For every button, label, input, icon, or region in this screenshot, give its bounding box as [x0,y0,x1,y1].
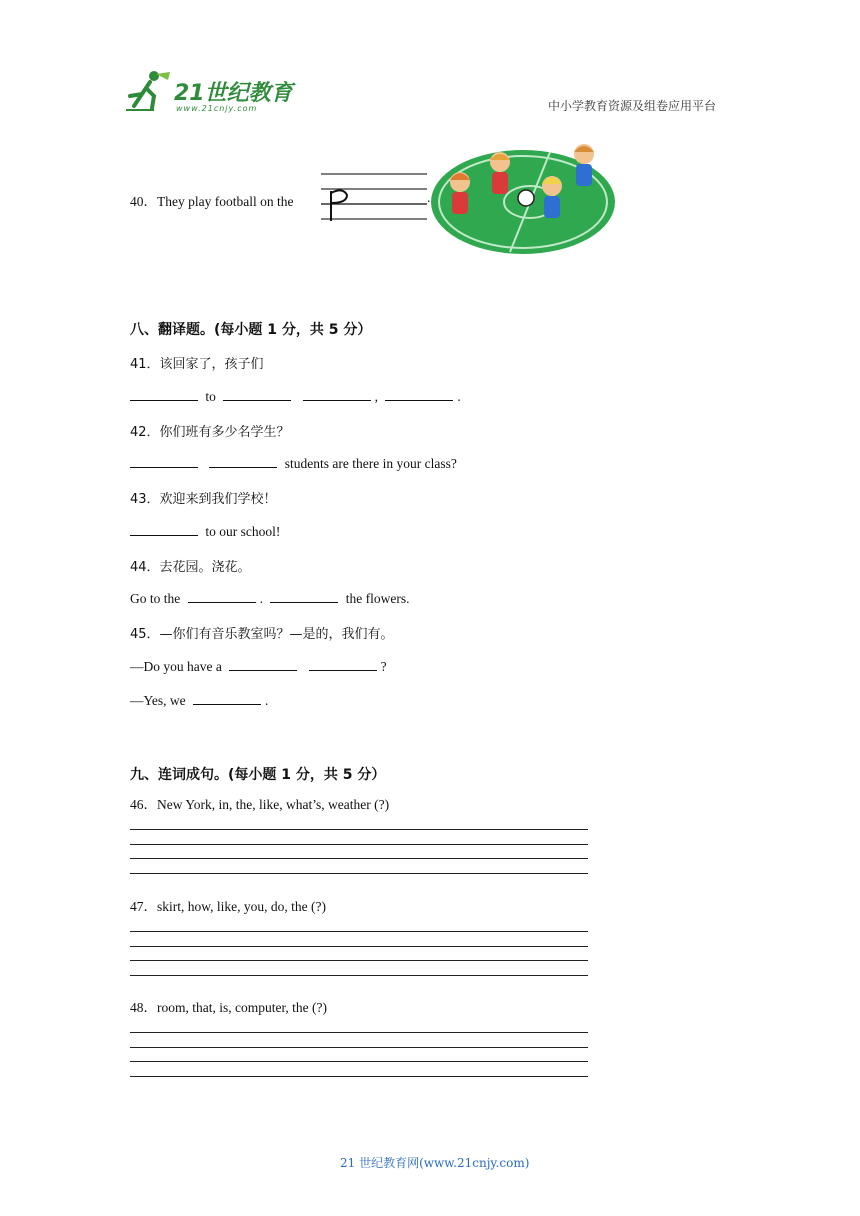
football-illustration [430,140,616,256]
q42-answer-line: students are there in your class? [130,455,457,472]
answer-blank[interactable] [130,455,198,468]
answer-blank[interactable] [209,455,277,468]
q48-prompt: 48．room, that, is, computer, the (?) [130,1000,328,1015]
handwriting-lines [321,171,427,223]
q40-end: . [427,190,431,205]
q41-prompt: 41．该回家了，孩子们 [130,357,264,372]
answer-blank[interactable] [229,658,297,671]
answer-blank[interactable] [130,388,198,401]
q41-answer-line: to , . [130,388,461,405]
answer-blank[interactable] [223,388,291,401]
answer-blank[interactable] [303,388,371,401]
answer-blank[interactable] [193,692,261,705]
q43-answer-line: to our school! [130,523,280,540]
logo-text: 21世纪教育 [174,81,293,106]
q46-writing-lines[interactable] [130,829,588,887]
answer-blank[interactable] [188,590,256,603]
q44-answer-line: Go to the . the flowers. [130,591,410,606]
answer-blank[interactable] [309,658,377,671]
platform-title: 中小学教育资源及组卷应用平台 [548,99,717,113]
logo-url: www.21cnjy.com [176,104,258,113]
q43-prompt: 43．欢迎来到我们学校！ [130,492,277,507]
answer-blank[interactable] [385,388,453,401]
q42-prompt: 42．你们班有多少名学生？ [130,425,290,440]
answer-blank[interactable] [270,590,338,603]
answer-blank[interactable] [130,523,198,536]
runner-icon [124,70,174,114]
q46-prompt: 46．New York, in, the, like, what’s, weather (?) [130,797,390,812]
q44-prompt: 44．去花园。浇花。 [130,560,251,575]
q45-answer-line1: —Do you have a ? [130,659,387,674]
q45-prompt: 45．—你们有音乐教室吗？—是的，我们有。 [130,627,394,642]
section-8-title: 八、翻译题。(每小题 1 分，共 5 分） [130,322,372,338]
q40-text: 40．They play football on the [130,194,294,209]
q48-writing-lines[interactable] [130,1032,588,1090]
site-logo [124,70,294,116]
section-9-title: 九、连词成句。(每小题 1 分，共 5 分） [130,767,386,783]
q45-answer-line2: —Yes, we . [130,693,269,708]
footer-link[interactable]: 21 世纪教育网(www.21cnjy.com) [340,1156,530,1170]
q47-prompt: 47．skirt, how, like, you, do, the (?) [130,899,326,914]
q47-writing-lines[interactable] [130,931,588,989]
